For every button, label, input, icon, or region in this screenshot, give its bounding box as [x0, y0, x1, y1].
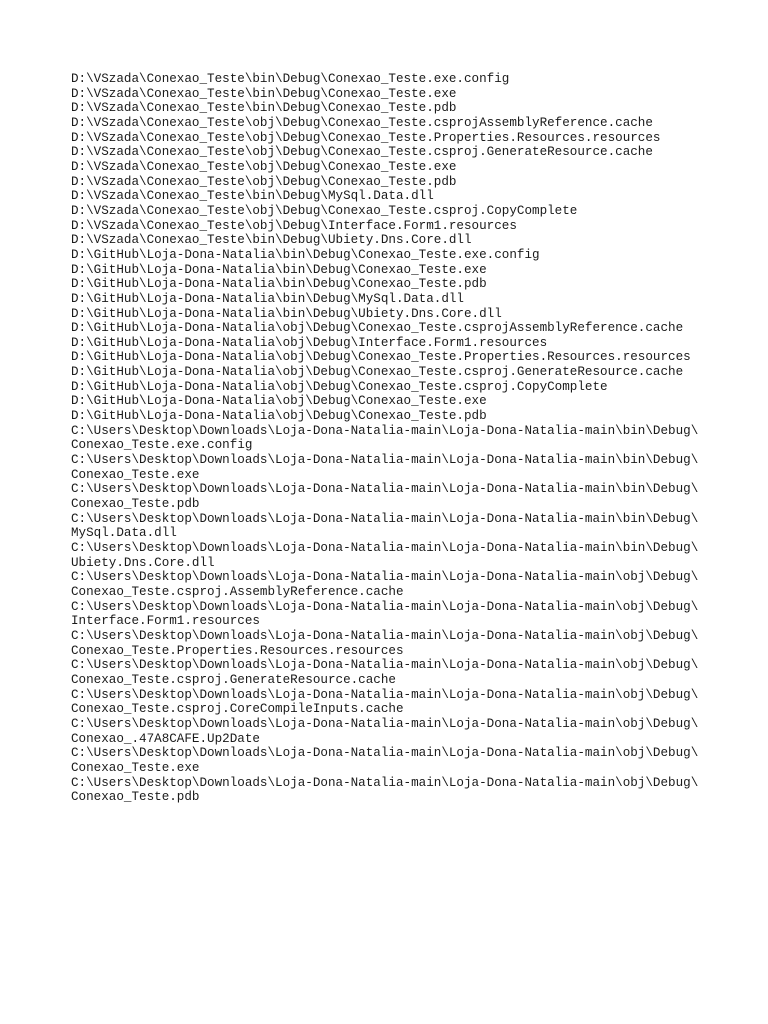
file-path-line: D:\VSzada\Conexao_Teste\obj\Debug\Conexao_Teste.csproj.CopyComplete [71, 203, 578, 218]
file-path-line: D:\VSzada\Conexao_Teste\bin\Debug\Conexao_Teste.exe [71, 86, 457, 101]
file-path-line: Conexao_Teste.exe.config [71, 438, 253, 453]
file-path-line: C:\Users\Desktop\Downloads\Loja-Dona-Natalia-main\Loja-Dona-Natalia-main\obj\Debug\ [71, 628, 699, 643]
file-path-line: C:\Users\Desktop\Downloads\Loja-Dona-Natalia-main\Loja-Dona-Natalia-main\bin\Debug\ [71, 482, 699, 497]
file-path-line: MySql.Data.dll [71, 526, 177, 541]
file-path-line: C:\Users\Desktop\Downloads\Loja-Dona-Natalia-main\Loja-Dona-Natalia-main\obj\Debug\ [71, 599, 699, 614]
file-path-line: D:\VSzada\Conexao_Teste\obj\Debug\Conexao_Teste.csprojAssemblyReference.cache [71, 115, 653, 130]
file-path-line: Conexao_Teste.csproj.GenerateResource.cache [71, 672, 396, 687]
file-path-line: C:\Users\Desktop\Downloads\Loja-Dona-Natalia-main\Loja-Dona-Natalia-main\bin\Debug\ [71, 511, 699, 526]
file-path-line: D:\GitHub\Loja-Dona-Natalia\obj\Debug\Conexao_Teste.csproj.GenerateResource.cache [71, 365, 684, 380]
file-path-line: D:\GitHub\Loja-Dona-Natalia\obj\Debug\Conexao_Teste.csprojAssemblyReference.cache [71, 321, 684, 336]
file-path-line: Conexao_.47A8CAFE.Up2Date [71, 731, 260, 746]
file-path-line: Conexao_Teste.pdb [71, 790, 200, 805]
file-path-line: Interface.Form1.resources [71, 614, 260, 629]
file-path-line: D:\GitHub\Loja-Dona-Natalia\obj\Debug\Conexao_Teste.Properties.Resources.resources [71, 350, 691, 365]
file-path-line: D:\VSzada\Conexao_Teste\obj\Debug\Conexao_Teste.pdb [71, 174, 457, 189]
file-path-line: C:\Users\Desktop\Downloads\Loja-Dona-Natalia-main\Loja-Dona-Natalia-main\obj\Debug\ [71, 687, 699, 702]
file-path-line: D:\VSzada\Conexao_Teste\bin\Debug\Ubiety.Dns.Core.dll [71, 233, 472, 248]
file-path-line: C:\Users\Desktop\Downloads\Loja-Dona-Natalia-main\Loja-Dona-Natalia-main\bin\Debug\ [71, 453, 699, 468]
file-path-line: Conexao_Teste.pdb [71, 497, 200, 512]
file-path-line: D:\VSzada\Conexao_Teste\obj\Debug\Conexao_Teste.csproj.GenerateResource.cache [71, 145, 653, 160]
file-path-line: D:\VSzada\Conexao_Teste\bin\Debug\Conexao_Teste.pdb [71, 101, 457, 116]
file-path-line: C:\Users\Desktop\Downloads\Loja-Dona-Natalia-main\Loja-Dona-Natalia-main\bin\Debug\ [71, 423, 699, 438]
file-path-line: D:\VSzada\Conexao_Teste\obj\Debug\Conexao_Teste.Properties.Resources.resources [71, 130, 661, 145]
file-path-line: D:\GitHub\Loja-Dona-Natalia\obj\Debug\Conexao_Teste.pdb [71, 409, 487, 424]
file-path-line: D:\VSzada\Conexao_Teste\obj\Debug\Conexao_Teste.exe [71, 159, 457, 174]
file-path-line: D:\GitHub\Loja-Dona-Natalia\obj\Debug\Interface.Form1.resources [71, 335, 548, 350]
file-path-line: D:\GitHub\Loja-Dona-Natalia\bin\Debug\MySql.Data.dll [71, 291, 464, 306]
file-path-line: D:\VSzada\Conexao_Teste\bin\Debug\Conexao_Teste.exe.config [71, 72, 510, 86]
file-path-line: C:\Users\Desktop\Downloads\Loja-Dona-Natalia-main\Loja-Dona-Natalia-main\obj\Debug\ [71, 570, 699, 585]
file-path-line: D:\GitHub\Loja-Dona-Natalia\bin\Debug\Ubiety.Dns.Core.dll [71, 306, 502, 321]
file-path-line: D:\GitHub\Loja-Dona-Natalia\bin\Debug\Conexao_Teste.exe [71, 262, 487, 277]
file-path-line: C:\Users\Desktop\Downloads\Loja-Dona-Natalia-main\Loja-Dona-Natalia-main\bin\Debug\ [71, 541, 699, 555]
file-path-line: D:\VSzada\Conexao_Teste\obj\Debug\Interface.Form1.resources [71, 218, 517, 233]
file-path-line: Conexao_Teste.exe [71, 760, 200, 775]
file-path-line: D:\GitHub\Loja-Dona-Natalia\obj\Debug\Conexao_Teste.exe [71, 394, 487, 409]
file-path-line: Conexao_Teste.csproj.AssemblyReference.cache [71, 584, 404, 599]
file-path-line: D:\GitHub\Loja-Dona-Natalia\bin\Debug\Conexao_Teste.pdb [71, 277, 487, 292]
file-list-document [71, 72, 711, 805]
file-path-line: Conexao_Teste.csproj.CoreCompileInputs.cache [71, 702, 404, 717]
file-path-line: C:\Users\Desktop\Downloads\Loja-Dona-Natalia-main\Loja-Dona-Natalia-main\obj\Debug\ [71, 746, 699, 761]
file-path-line: Conexao_Teste.Properties.Resources.resources [71, 643, 404, 658]
file-path-line: C:\Users\Desktop\Downloads\Loja-Dona-Natalia-main\Loja-Dona-Natalia-main\obj\Debug\ [71, 716, 699, 731]
file-path-line: D:\GitHub\Loja-Dona-Natalia\obj\Debug\Conexao_Teste.csproj.CopyComplete [71, 379, 608, 394]
file-path-line: Conexao_Teste.exe [71, 467, 200, 482]
file-path-line: C:\Users\Desktop\Downloads\Loja-Dona-Natalia-main\Loja-Dona-Natalia-main\obj\Debug\ [71, 658, 699, 673]
file-path-line: Ubiety.Dns.Core.dll [71, 555, 215, 570]
file-path-line: D:\VSzada\Conexao_Teste\bin\Debug\MySql.Data.dll [71, 189, 434, 204]
file-path-line: C:\Users\Desktop\Downloads\Loja-Dona-Natalia-main\Loja-Dona-Natalia-main\obj\Debug\ [71, 775, 699, 790]
file-path-line: D:\GitHub\Loja-Dona-Natalia\bin\Debug\Conexao_Teste.exe.config [71, 247, 540, 262]
